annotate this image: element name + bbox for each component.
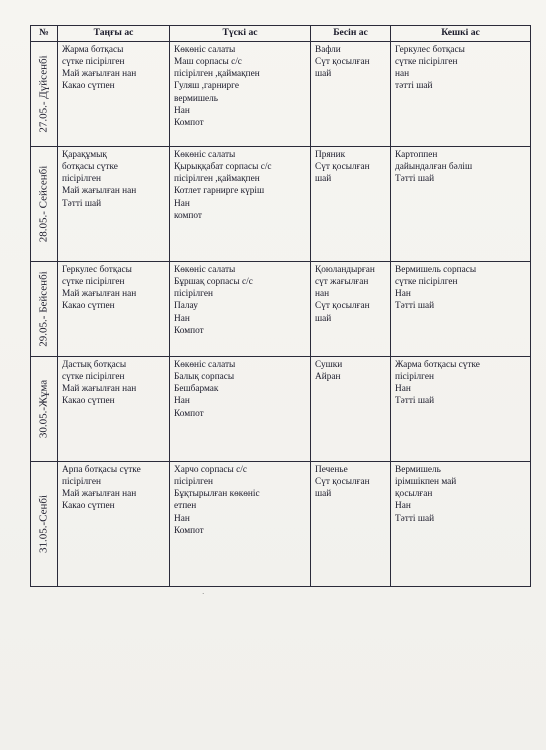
snack-cell — [311, 356, 391, 461]
menu-item: сүтке пісірілген — [395, 56, 458, 67]
day-label: 27.05.- Дүйсенбі — [37, 55, 50, 133]
table-row — [31, 461, 531, 586]
menu-item: Нан — [174, 396, 190, 407]
menu-item: Какао сүтпен — [62, 396, 115, 407]
table-row — [31, 261, 531, 356]
menu-item: Тәтті шай — [395, 301, 435, 312]
menu-item: Геркулес ботқасы — [62, 264, 132, 275]
menu-item: тәтті шай — [395, 81, 433, 92]
menu-item: сүтке пісірілген — [62, 371, 125, 382]
day-cell — [31, 356, 58, 461]
menu-item: Май жағылған нан — [62, 289, 137, 300]
table-row — [31, 146, 531, 261]
menu-item: Май жағылған нан — [62, 69, 137, 80]
day-cell — [31, 461, 58, 586]
snack-cell — [311, 461, 391, 586]
menu-item: Көкөніс салаты — [174, 359, 236, 370]
lunch-cell — [170, 146, 311, 261]
header-number: № — [31, 26, 58, 42]
menu-item: Жарма ботқасы — [62, 44, 124, 55]
breakfast-cell — [58, 146, 170, 261]
day-cell — [31, 41, 58, 146]
menu-item: Вермишель — [395, 464, 441, 475]
menu-item: Балық сорпасы — [174, 371, 235, 382]
menu-item: сүтке пісірілген — [62, 56, 125, 67]
menu-item: Какао сүтпен — [62, 501, 115, 512]
menu-item: Какао сүтпен — [62, 81, 115, 92]
day-label: 31.05.-Сенбі — [37, 494, 50, 553]
menu-item: Жарма ботқасы сүтке — [395, 359, 480, 370]
day-cell — [31, 146, 58, 261]
menu-item: Май жағылған нан — [62, 186, 137, 197]
menu-item: Нан — [395, 289, 411, 300]
menu-item: қосылған — [395, 489, 433, 500]
menu-item: Қоюландырған — [315, 264, 375, 275]
menu-item: Май жағылған нан — [62, 384, 137, 395]
menu-item: Нан — [395, 501, 411, 512]
menu-item: Вермишель сорпасы — [395, 264, 477, 275]
menu-item: нан — [395, 69, 410, 80]
dinner-cell — [391, 41, 531, 146]
dinner-cell — [391, 461, 531, 586]
menu-item: Бешбармак — [174, 384, 219, 395]
menu-item: Нан — [174, 105, 190, 116]
menu-item: Айран — [315, 371, 341, 382]
snack-cell — [311, 146, 391, 261]
header-row — [31, 26, 531, 42]
menu-item: Нан — [174, 513, 190, 524]
menu-item: Арпа ботқасы сүтке — [62, 464, 141, 475]
menu-item: компот — [174, 210, 202, 221]
breakfast-cell — [58, 461, 170, 586]
menu-item: Көкөніс салаты — [174, 149, 236, 160]
menu-item: Вафли — [315, 44, 341, 55]
header-dinner: Кешкі ас — [391, 26, 531, 42]
menu-item: Май жағылған нан — [62, 489, 137, 500]
menu-item: Гуляш ,гарнирге — [174, 81, 239, 92]
menu-item: Котлет гарнирге күріш — [174, 186, 265, 197]
menu-item: Маш сорпасы с/с — [174, 56, 242, 67]
day-label: 29.05.- Бейсенбі — [37, 270, 50, 347]
menu-item: Қарақұмық — [62, 149, 107, 160]
menu-item: шай — [315, 489, 332, 500]
menu-item: ірімшікпен май — [395, 476, 457, 487]
menu-item: етпен — [174, 501, 197, 512]
menu-item: сүтке пісірілген — [62, 276, 125, 287]
menu-item: Геркулес ботқасы — [395, 44, 465, 55]
day-cell — [31, 261, 58, 356]
menu-item: пісірілген — [62, 476, 101, 487]
menu-item: пісірілген — [62, 174, 101, 185]
menu-item: шай — [315, 69, 332, 80]
menu-item: Бұқтырылған көкөніс — [174, 489, 260, 500]
menu-item: Какао сүтпен — [62, 301, 115, 312]
menu-item: Көкөніс салаты — [174, 264, 236, 275]
snack-cell — [311, 261, 391, 356]
lunch-cell — [170, 461, 311, 586]
breakfast-cell — [58, 41, 170, 146]
menu-item: Печенье — [315, 464, 348, 475]
menu-item: Көкөніс салаты — [174, 44, 236, 55]
menu-item: Нан — [174, 198, 190, 209]
menu-item: Сүт қосылған — [315, 301, 370, 312]
day-label: 28.05.- Сейсенбі — [37, 165, 50, 242]
header-lunch: Түскі ас — [170, 26, 311, 42]
menu-item: Картоппен — [395, 149, 438, 160]
menu-item: Сушки — [315, 359, 343, 370]
menu-item: Сүт қосылған — [315, 476, 370, 487]
menu-item: пісірілген ,қаймақпен — [174, 69, 260, 80]
lunch-cell — [170, 261, 311, 356]
menu-item: пісірілген — [395, 371, 434, 382]
scan-mark: · — [202, 590, 205, 598]
header-snack: Бесін ас — [311, 26, 391, 42]
menu-item: Нан — [174, 313, 190, 324]
table-row — [31, 356, 531, 461]
menu-item: вермишель — [174, 93, 218, 104]
menu-item: Тәтті шай — [395, 396, 435, 407]
menu-item: Компот — [174, 118, 204, 129]
menu-item: Сүт қосылған — [315, 161, 370, 172]
menu-item: пісірілген — [174, 476, 213, 487]
menu-item: Қырыққабат сорпасы с/с — [174, 161, 272, 172]
menu-item: пісірілген — [174, 289, 213, 300]
menu-item: Тәтті шай — [395, 174, 435, 185]
dinner-cell — [391, 261, 531, 356]
menu-item: Компот — [174, 408, 204, 419]
menu-item: Харчо сорпасы с/с — [174, 464, 247, 475]
menu-item: шай — [315, 174, 332, 185]
menu-item: Тәтті шай — [395, 513, 435, 524]
menu-item: Пряник — [315, 149, 346, 160]
weekly-menu-table — [30, 25, 531, 587]
menu-item: сүтке пісірілген — [395, 276, 458, 287]
menu-item: шай — [315, 313, 332, 324]
snack-cell — [311, 41, 391, 146]
menu-item: Тәтті шай — [62, 198, 102, 209]
menu-item: Компот — [174, 525, 204, 536]
table-row — [31, 41, 531, 146]
menu-item: Палау — [174, 301, 198, 312]
menu-item: Компот — [174, 325, 204, 336]
menu-item: Дастық ботқасы — [62, 359, 127, 370]
day-label: 30.05.-Жұма — [37, 379, 50, 438]
breakfast-cell — [58, 356, 170, 461]
dinner-cell — [391, 146, 531, 261]
menu-item: дайындалған бәліш — [395, 161, 473, 172]
menu-item: сүт жағылған — [315, 276, 369, 287]
lunch-cell — [170, 41, 311, 146]
header-breakfast: Таңғы ас — [58, 26, 170, 42]
menu-item: пісірілген ,қаймақпен — [174, 174, 260, 185]
breakfast-cell — [58, 261, 170, 356]
menu-item: Нан — [395, 384, 411, 395]
menu-item: ботқасы сүтке — [62, 161, 118, 172]
lunch-cell — [170, 356, 311, 461]
menu-item: нан — [315, 289, 330, 300]
menu-item: Бұршақ сорпасы с/с — [174, 276, 253, 287]
menu-item: Сүт қосылған — [315, 56, 370, 67]
dinner-cell — [391, 356, 531, 461]
